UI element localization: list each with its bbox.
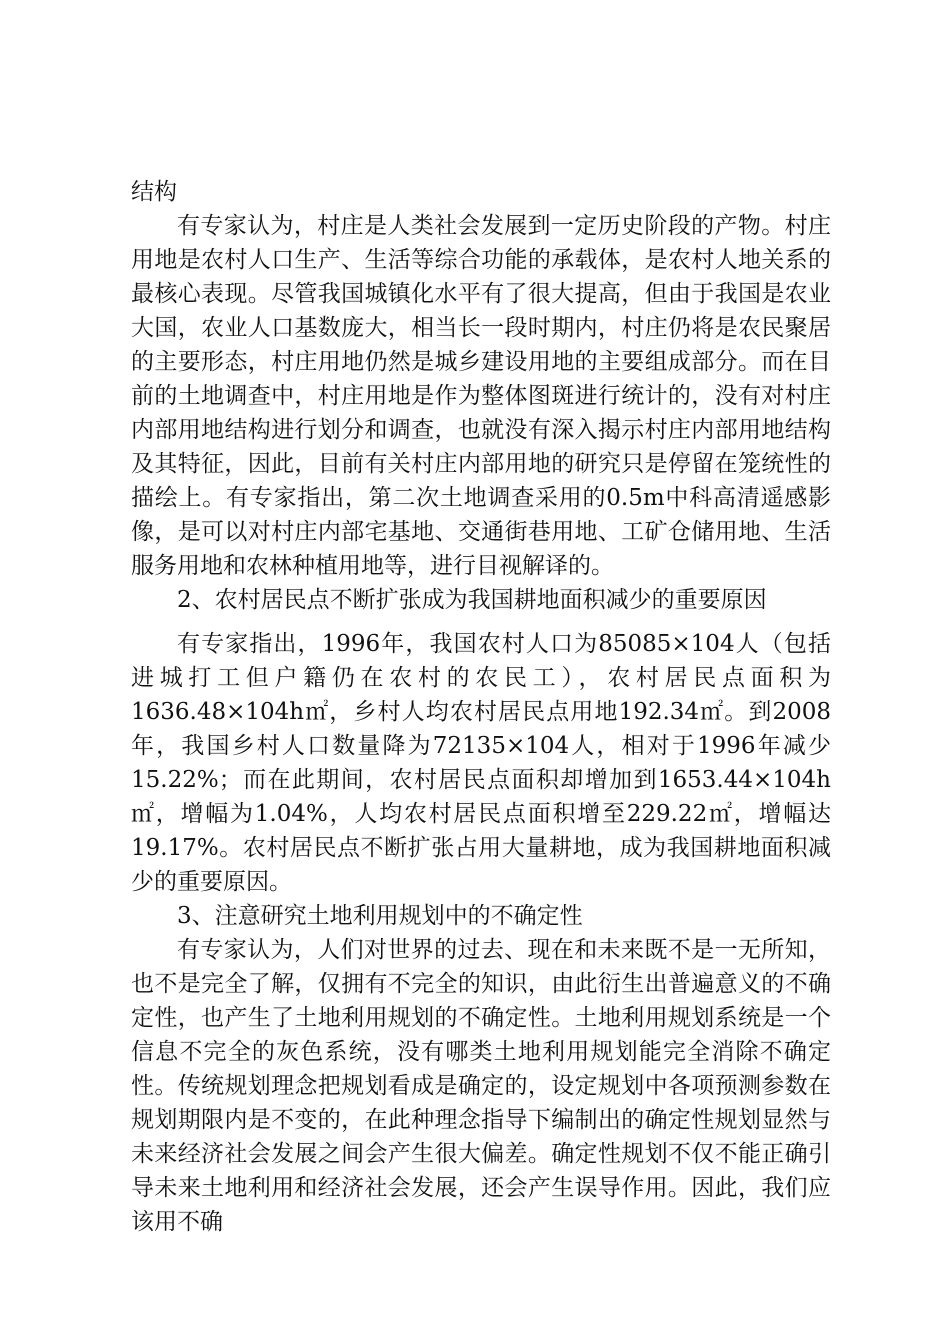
section-intro-word: 结构 [131, 179, 177, 205]
text-block-lower [131, 627, 831, 1239]
text-block-upper [131, 175, 831, 617]
paragraph-rural-statistics: 有专家指出，1996年，我国农村人口为85085×104人（包括进城打工但户籍仍在农村的农民工），农村居民点面积为1636.48×104h㎡，乡村人均农村居民点用地192.34㎡。到2008年，我国乡村人口数量降为72135×104人，相对于1996年减少15.22%；而在此期间，农村居民点面积却增加到1653.44×104h㎡，增幅为1.04%，人均农村居民点面积增至229.22㎡，增幅达19.17%。农村居民点不断扩张占用大量耕地，成为我国耕地面积减少的重要原因。 [131, 631, 831, 895]
heading-planning-uncertainty: 3、注意研究土地利用规划中的不确定性 [177, 903, 583, 929]
paragraph-village-land: 有专家认为，村庄是人类社会发展到一定历史阶段的产物。村庄用地是农村人口生产、生活等综合功能的承载体，是农村人地关系的最核心表现。尽管我国城镇化水平有了很大提高，但由于我国是农业大国，农业人口基数庞大，相当长一段时期内，村庄仍将是农民聚居的主要形态，村庄用地仍然是城乡建设用地的主要组成部分。而在目前的土地调查中，村庄用地是作为整体图斑进行统计的，没有对村庄内部用地结构进行划分和调查，也就没有深入揭示村庄内部用地结构及其特征，因此，目前有关村庄内部用地的研究只是停留在笼统性的描绘上。有专家指出，第二次土地调查采用的0.5m中科高清遥感影像，是可以对村庄内部宅基地、交通街巷用地、工矿仓储用地、生活服务用地和农林种植用地等，进行目视解译的。 [131, 213, 831, 579]
heading-rural-expansion: 2、农村居民点不断扩张成为我国耕地面积减少的重要原因 [177, 587, 767, 613]
paragraph-uncertainty: 有专家认为，人们对世界的过去、现在和未来既不是一无所知，也不是完全了解，仅拥有不完全的知识，由此衍生出普遍意义的不确定性，也产生了土地利用规划的不确定性。土地利用规划系统是一个信息不完全的灰色系统，没有哪类土地利用规划能完全消除不确定性。传统规划理念把规划看成是确定的，设定规划中各项预测参数在规划期限内是不变的，在此种理念指导下编制出的确定性规划显然与未来经济社会发展之间会产生很大偏差。确定性规划不仅不能正确引导未来土地利用和经济社会发展，还会产生误导作用。因此，我们应该用不确 [131, 937, 831, 1235]
